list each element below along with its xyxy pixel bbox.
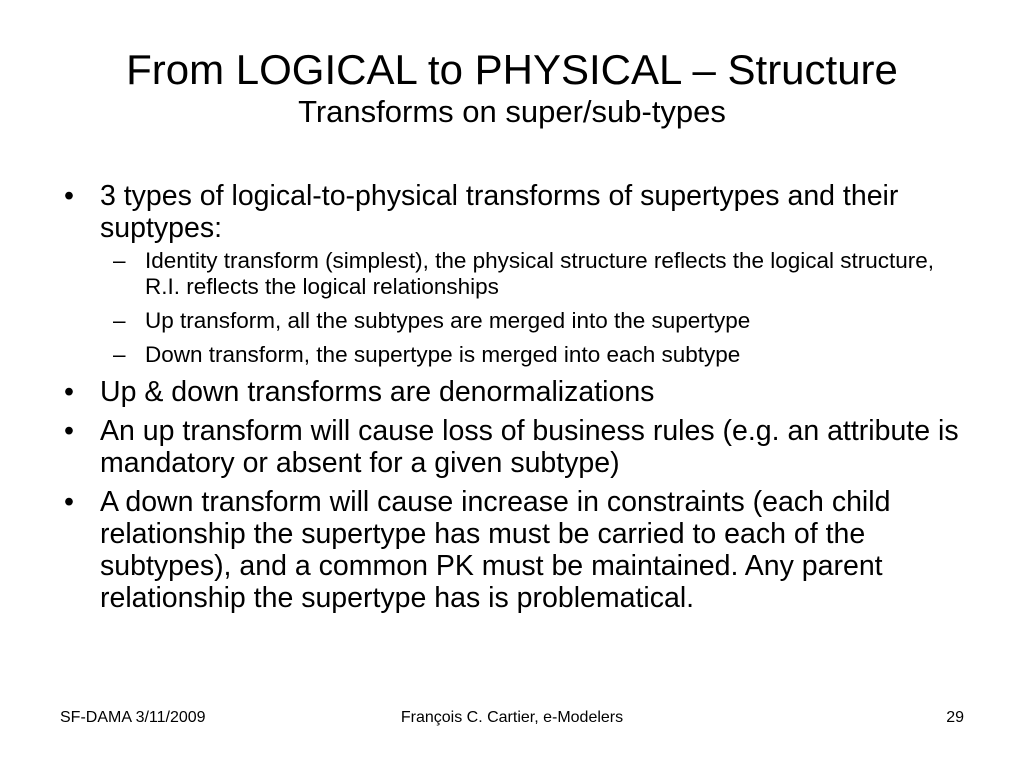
sub-bullet-list — [100, 248, 970, 368]
bullet-item — [60, 180, 970, 368]
bullet-marker: • — [64, 180, 74, 212]
bullet-item — [60, 376, 970, 408]
bullet-marker: • — [64, 486, 74, 518]
dash-marker: – — [113, 342, 126, 367]
slide-subtitle: Transforms on super/sub-types — [298, 94, 726, 129]
dash-marker: – — [113, 308, 126, 333]
footer-center: François C. Cartier, e-Modelers — [400, 709, 624, 726]
slide-title: From LOGICAL to PHYSICAL – Structure — [126, 46, 898, 93]
footer-left: SF-DAMA 3/11/2009 — [60, 709, 206, 726]
title-block — [0, 46, 1024, 130]
sub-bullet-item — [100, 248, 970, 300]
page-number: 29 — [946, 709, 964, 726]
bullet-item — [60, 415, 970, 479]
bullet-text: An up transform will cause loss of business rules (e.g. an attribute is mandatory or absent for a given subtype) — [100, 415, 959, 479]
dash-marker: – — [113, 248, 126, 273]
sub-bullet-text: Up transform, all the subtypes are merged into the supertype — [145, 308, 751, 333]
sub-bullet-item — [100, 308, 970, 334]
bullet-text: Up & down transforms are denormalizations — [100, 376, 655, 408]
sub-bullet-text: Identity transform (simplest), the physical structure reflects the logical structure, R.I. reflects the logical relationships — [145, 248, 935, 299]
bullet-item — [60, 486, 970, 614]
bullet-marker: • — [64, 376, 74, 408]
bullet-marker: • — [64, 415, 74, 447]
sub-bullet-text: Down transform, the supertype is merged into each subtype — [145, 342, 741, 367]
sub-bullet-item — [100, 342, 970, 368]
bullet-text: 3 types of logical-to-physical transforms of supertypes and their suptypes: — [100, 180, 899, 244]
bullet-list — [60, 180, 970, 621]
bullet-text: A down transform will cause increase in constraints (each child relationship the supertype has must be carried to each of the subtypes), and a common PK must be maintained. Any parent relationship the supertype has is problematical. — [100, 486, 891, 614]
